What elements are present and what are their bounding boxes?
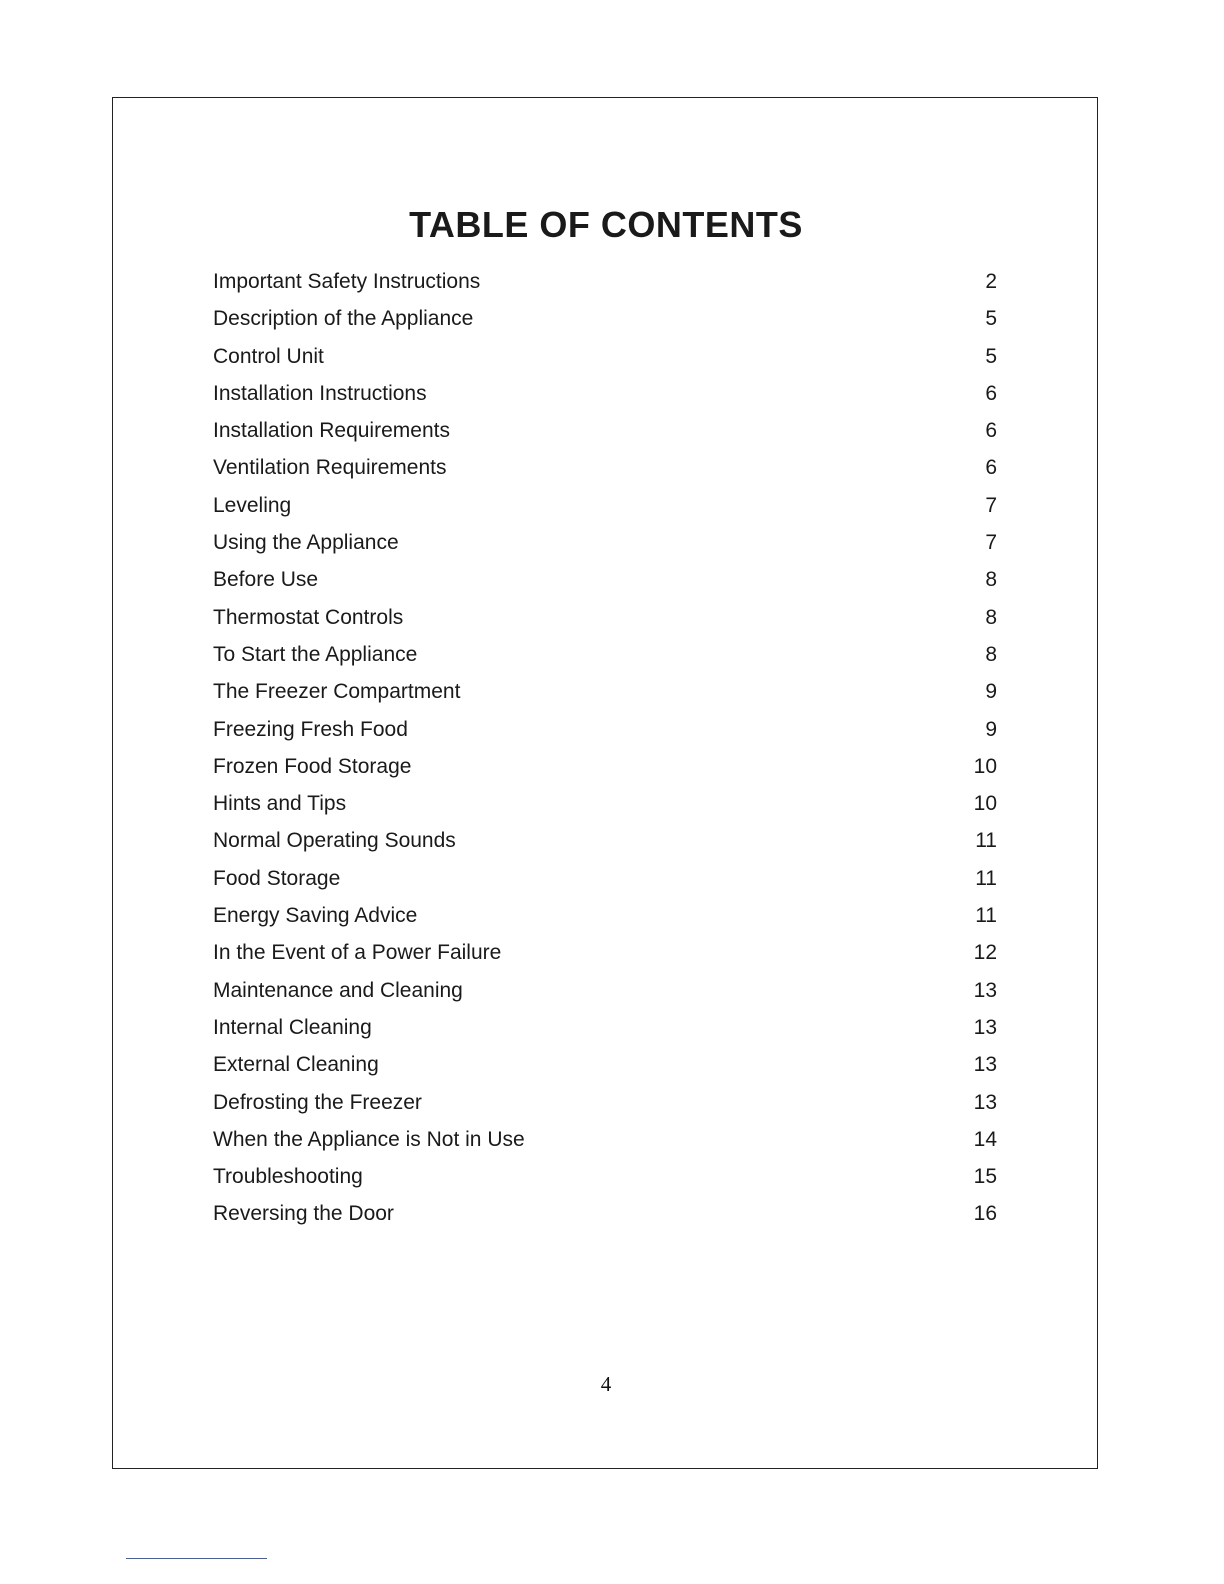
page-title: TABLE OF CONTENTS [409, 204, 803, 245]
toc-entry-title: In the Event of a Power Failure [213, 941, 502, 965]
toc-entry-title: Internal Cleaning [213, 1015, 372, 1039]
toc-entry-title: Ventilation Requirements [213, 456, 447, 480]
toc-entry[interactable] [213, 451, 1003, 488]
toc-entry[interactable] [213, 936, 1003, 973]
toc-entry[interactable] [213, 750, 1003, 787]
toc-entry[interactable] [213, 638, 1003, 675]
toc-entry-title: Installation Instructions [213, 381, 427, 405]
toc-entry[interactable] [213, 601, 1003, 638]
toc-entry[interactable] [213, 377, 1003, 414]
page-number: 4 [600, 1372, 612, 1396]
toc-entry-title: Important Safety Instructions [213, 270, 481, 293]
toc-entry-title: When the Appliance is Not in Use [213, 1127, 525, 1151]
toc-entry-page: 5 [985, 307, 997, 331]
toc-entry-page: 10 [973, 792, 997, 816]
toc-entry[interactable] [213, 899, 1003, 936]
toc-entry-title: Normal Operating Sounds [213, 829, 456, 853]
toc-entry-title: Freezing Fresh Food [213, 717, 408, 741]
toc-entry[interactable] [213, 1160, 1003, 1197]
toc-entry-page: 10 [973, 754, 997, 778]
toc-entry[interactable] [213, 489, 1003, 526]
toc-entry-title: Hints and Tips [213, 792, 347, 816]
toc-entry-title: Frozen Food Storage [213, 754, 412, 778]
toc-entry-page: 5 [985, 344, 997, 368]
toc-entry-page: 14 [973, 1127, 997, 1151]
toc-entry-title: Defrosting the Freezer [213, 1090, 422, 1114]
toc-entry-page: 13 [973, 978, 997, 1002]
toc-entry[interactable] [213, 526, 1003, 563]
toc-entry-title: Maintenance and Cleaning [213, 978, 463, 1002]
toc-entry-title: External Cleaning [213, 1053, 379, 1077]
toc-entry-page: 8 [985, 642, 997, 666]
table-of-contents [213, 265, 1003, 1235]
toc-entry[interactable] [213, 563, 1003, 600]
toc-entry-title: Installation Requirements [213, 419, 450, 443]
toc-entry-page: 8 [985, 605, 997, 629]
toc-entry[interactable] [213, 340, 1003, 377]
toc-entry-page: 13 [973, 1053, 997, 1077]
toc-entry-title: Energy Saving Advice [213, 904, 418, 928]
toc-entry[interactable] [213, 1086, 1003, 1123]
toc-entry-page: 2 [985, 270, 997, 293]
toc-entry-title: To Start the Appliance [213, 642, 418, 666]
toc-entry-title: Before Use [213, 568, 319, 592]
toc-entry-page: 9 [985, 717, 997, 741]
toc-entry-page: 6 [985, 381, 997, 405]
toc-entry[interactable] [213, 787, 1003, 824]
toc-entry[interactable] [213, 1123, 1003, 1160]
toc-entry[interactable] [213, 414, 1003, 451]
toc-entry-page: 7 [985, 531, 997, 555]
toc-entry[interactable] [213, 1011, 1003, 1048]
toc-entry[interactable] [213, 302, 1003, 339]
toc-entry-page: 8 [985, 568, 997, 592]
toc-entry-page: 7 [985, 493, 997, 517]
toc-entry-page: 16 [973, 1202, 997, 1226]
toc-entry-page: 11 [975, 904, 997, 928]
toc-entry[interactable] [213, 862, 1003, 899]
toc-entry-title: Food Storage [213, 866, 341, 890]
toc-entry-title: Description of the Appliance [213, 307, 474, 331]
toc-entry[interactable] [213, 713, 1003, 750]
toc-entry[interactable] [213, 675, 1003, 712]
toc-entry-title: Reversing the Door [213, 1202, 394, 1226]
toc-entry[interactable] [213, 974, 1003, 1011]
toc-entry-title: The Freezer Compartment [213, 680, 461, 704]
toc-entry-title: Using the Appliance [213, 531, 399, 555]
toc-entry[interactable] [213, 1048, 1003, 1085]
toc-entry-page: 6 [985, 456, 997, 480]
toc-entry-title: Leveling [213, 493, 292, 517]
toc-entry[interactable] [213, 824, 1003, 861]
toc-entry-title: Thermostat Controls [213, 605, 404, 629]
toc-entry-page: 12 [973, 941, 997, 965]
footnote-divider [126, 1558, 267, 1559]
toc-entry-page: 9 [985, 680, 997, 704]
toc-entry-page: 13 [973, 1015, 997, 1039]
toc-entry-page: 13 [973, 1090, 997, 1114]
toc-entry-page: 6 [985, 419, 997, 443]
toc-entry-page: 15 [973, 1165, 997, 1189]
toc-entry-title: Troubleshooting [213, 1165, 363, 1189]
toc-entry-page: 11 [975, 866, 997, 890]
toc-entry[interactable] [213, 265, 1003, 302]
toc-entry-title: Control Unit [213, 344, 324, 368]
toc-entry-page: 11 [975, 829, 997, 853]
toc-entry[interactable] [213, 1197, 1003, 1234]
